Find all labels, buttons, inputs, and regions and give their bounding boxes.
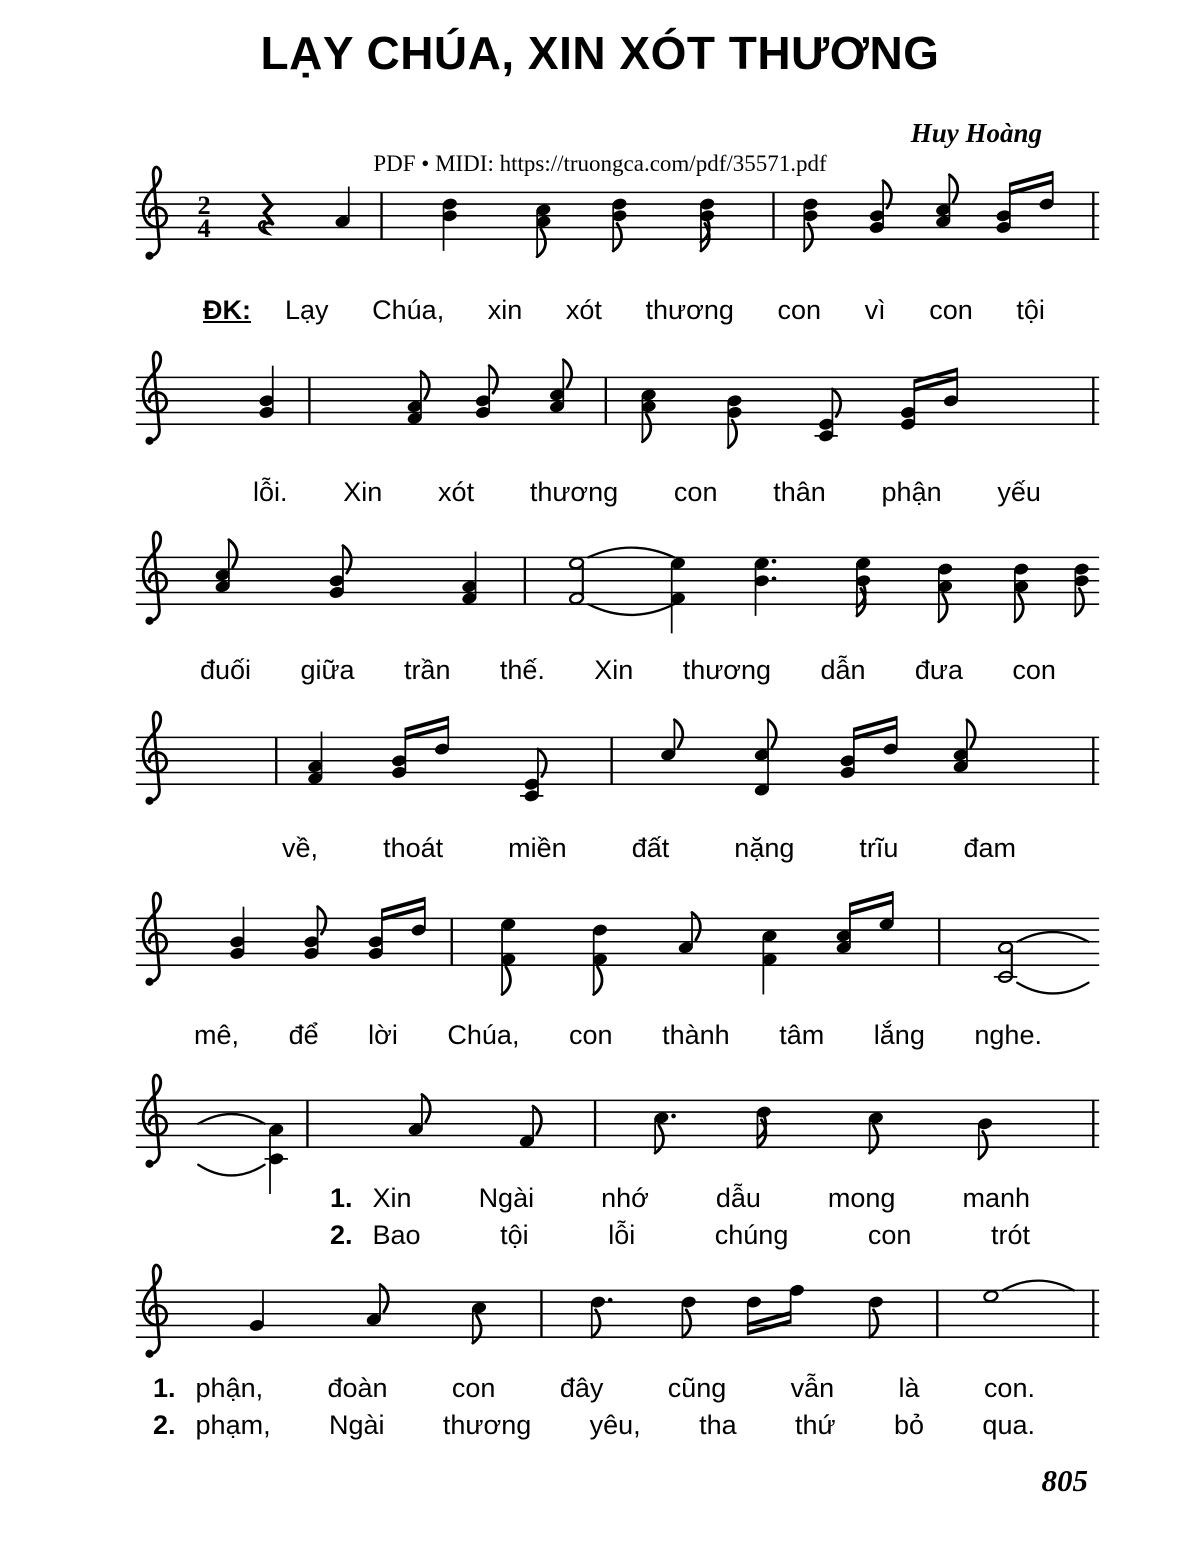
lyric-word: đất xyxy=(631,833,670,863)
lyric-word: thế. xyxy=(499,655,545,685)
lyric-word: vẫn xyxy=(790,1373,835,1403)
lyric-word: tha xyxy=(699,1410,737,1440)
music-systems xyxy=(0,163,1200,1444)
lyric-word: Ngài xyxy=(328,1410,385,1440)
lyric-word: thương xyxy=(645,295,734,325)
lyric-word: nghe. xyxy=(974,1020,1042,1050)
lyric-word: bỏ xyxy=(893,1410,925,1440)
page-number: 805 xyxy=(1041,1463,1088,1498)
lyric-word: Xin xyxy=(372,1183,412,1213)
lyric-word: mong xyxy=(827,1183,896,1213)
lyric-word: xót xyxy=(565,295,602,325)
pdf-midi-link[interactable]: PDF • MIDI: https://truongca.com/pdf/35571.pdf xyxy=(373,151,827,176)
lyrics-line xyxy=(194,1015,1042,1055)
lyric-word: đây xyxy=(559,1373,604,1403)
lyric-word: xin xyxy=(487,295,523,325)
staff-notation xyxy=(130,163,1105,290)
lyric-word: yếu xyxy=(997,477,1041,507)
lyric-words xyxy=(253,472,1041,512)
lyric-word: xót xyxy=(438,477,475,507)
lyric-word: mê, xyxy=(194,1020,240,1050)
lyric-words xyxy=(285,290,1045,330)
lyric-words xyxy=(373,1180,1030,1217)
lyric-word: vì xyxy=(864,295,886,325)
staff-notation xyxy=(130,1071,1105,1198)
lyric-word: miền xyxy=(508,833,567,863)
song-title: LẠY CHÚA, XIN XÓT THƯƠNG xyxy=(260,27,940,79)
lyric-word: tâm xyxy=(779,1020,825,1050)
lyric-word: thành xyxy=(662,1020,730,1050)
lyric-word: phạm, xyxy=(195,1410,271,1440)
lyric-word: Xin xyxy=(594,655,634,685)
lyric-word: con xyxy=(777,295,822,325)
lyric-word: thứ xyxy=(795,1410,836,1440)
lyric-word: để xyxy=(288,1020,319,1050)
lyric-word: con xyxy=(673,477,718,507)
lyrics-line xyxy=(200,650,1056,690)
staff-notation xyxy=(130,348,1105,475)
lyric-word: là xyxy=(898,1373,920,1403)
lyrics-line xyxy=(330,1180,1030,1217)
lyric-word: nhớ xyxy=(601,1183,649,1213)
staff-notation xyxy=(130,708,1105,835)
lyric-word: thương xyxy=(442,1410,532,1440)
lyric-word: con. xyxy=(983,1373,1035,1403)
lyrics-line xyxy=(282,828,1016,868)
lyric-word: Chúa, xyxy=(447,1020,520,1050)
lyric-word: thương xyxy=(529,477,619,507)
lyric-word: con xyxy=(569,1020,613,1050)
composer-name: Huy Hoàng xyxy=(910,118,1042,148)
lyric-word: cũng xyxy=(667,1373,727,1403)
lyric-word: lỗi. xyxy=(253,477,288,507)
lyric-words xyxy=(373,1217,1030,1254)
lyric-word: tội xyxy=(1016,295,1045,325)
lyric-word: con xyxy=(1012,655,1056,685)
lyric-word: Xin xyxy=(343,477,383,507)
music-system xyxy=(0,1261,1200,1444)
lyrics-line xyxy=(253,472,1041,512)
music-system xyxy=(0,889,1200,1055)
verse-number: 2. xyxy=(153,1410,176,1440)
lyric-word: trần xyxy=(403,655,451,685)
lyric-word: thoát xyxy=(383,833,444,863)
lyrics-line xyxy=(330,1217,1030,1254)
lyric-word: trĩu xyxy=(859,833,899,863)
lyric-words xyxy=(196,1407,1035,1444)
lyric-word: thân xyxy=(773,477,826,507)
lyric-word: Bao xyxy=(372,1220,421,1250)
lyric-word: đam xyxy=(963,833,1016,863)
lyric-word: manh xyxy=(962,1183,1030,1213)
lyric-word: giữa xyxy=(300,655,355,685)
lyric-words xyxy=(196,1370,1035,1407)
lyric-word: chúng xyxy=(714,1220,789,1250)
lyrics-line xyxy=(153,1407,1035,1444)
svg-text:2: 2 xyxy=(197,190,211,220)
lyric-word: phận, xyxy=(195,1373,264,1403)
lyric-word: tội xyxy=(500,1220,529,1250)
music-system xyxy=(0,163,1200,330)
svg-text:4: 4 xyxy=(197,214,211,244)
lyrics-line xyxy=(203,290,1045,330)
lyrics-line xyxy=(153,1370,1035,1407)
verse-number: 1. xyxy=(330,1183,353,1213)
lyric-word: thương xyxy=(682,655,772,685)
verse-number: 1. xyxy=(153,1373,176,1403)
lyric-word: Chúa, xyxy=(372,295,445,325)
lyric-word: lỗi xyxy=(608,1220,636,1250)
lyric-word: về, xyxy=(282,833,319,863)
lyric-word: trót xyxy=(990,1220,1030,1250)
lyric-word: Lạy xyxy=(285,295,329,325)
lyric-word: qua. xyxy=(982,1410,1035,1440)
lyric-word: phận xyxy=(881,477,942,507)
lyric-word: đoàn xyxy=(327,1373,388,1403)
lyric-word: lắng xyxy=(873,1020,925,1050)
lyric-words xyxy=(194,1015,1042,1055)
lyric-word: yêu, xyxy=(589,1410,641,1440)
lyric-word: đuối xyxy=(200,655,252,685)
lyric-words xyxy=(200,650,1056,690)
staff-notation xyxy=(130,528,1105,655)
refrain-label: ĐK: xyxy=(203,295,251,325)
music-system xyxy=(0,708,1200,868)
lyric-word: dẫn xyxy=(820,655,866,685)
lyric-word: con xyxy=(451,1373,496,1403)
lyric-word: con xyxy=(929,295,973,325)
lyric-word: đưa xyxy=(914,655,964,685)
music-system xyxy=(0,528,1200,690)
staff-notation xyxy=(130,1261,1105,1388)
music-system xyxy=(0,1071,1200,1254)
lyric-word: dẫu xyxy=(715,1183,761,1213)
lyric-word: Ngài xyxy=(478,1183,535,1213)
staff-notation xyxy=(130,889,1105,1016)
lyric-word: lời xyxy=(368,1020,398,1050)
verse-number: 2. xyxy=(330,1220,353,1250)
lyric-word: con xyxy=(867,1220,912,1250)
lyric-word: nặng xyxy=(734,833,795,863)
lyric-words xyxy=(282,828,1016,868)
music-system xyxy=(0,348,1200,512)
